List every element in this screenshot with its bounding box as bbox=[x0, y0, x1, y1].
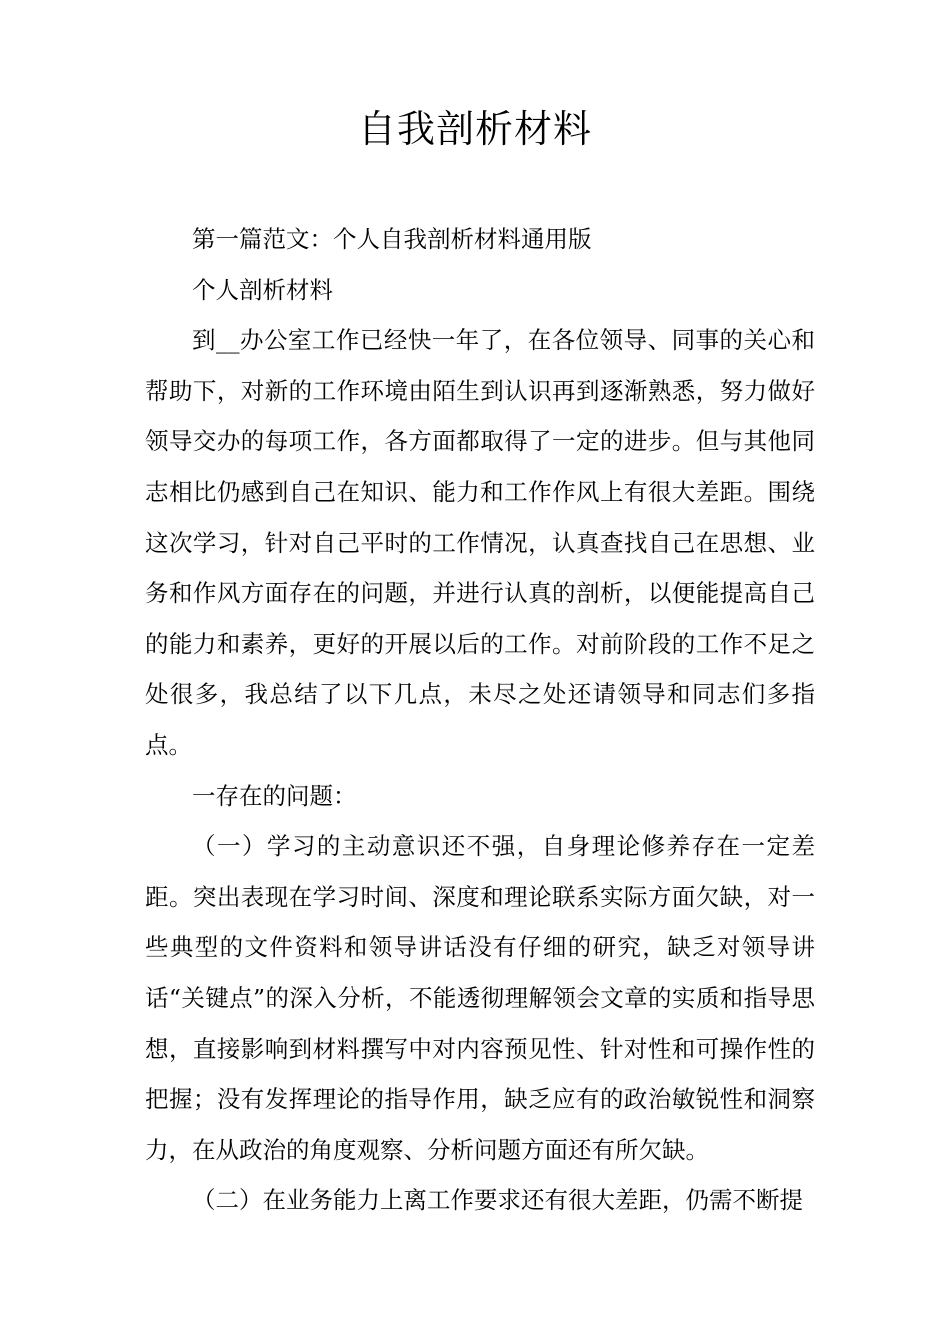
paragraph-section-heading: 一存在的问题： bbox=[192, 781, 357, 810]
document-body bbox=[145, 214, 815, 1226]
paragraph-intro: 到__办公室工作已经快一年了，在各位领导、同事的关心和帮助下，对新的工作环境由陌生到认识再到逐渐熟悉，努力做好领导交办的每项工作，各方面都取得了一定的进步。但与其他同志相比仍感到自己在知识、能力和工作作风上有很大差距。围绕这次学习，针对自己平时的工作情况，认真查找自己在思想、业务和作风方面存在的问题，并进行认真的剖析，以便能提高自己的能力和素养，更好的开展以后的工作。对前阶段的工作不足之处很多，我总结了以下几点，未尽之处还请领导和同志们多指点。 bbox=[145, 326, 815, 759]
paragraph-subtitle: 个人剖析材料 bbox=[192, 275, 333, 304]
document-title: 自我剖析材料 bbox=[357, 107, 592, 151]
paragraph-sample-heading: 第一篇范文：个人自我剖析材料通用版 bbox=[192, 225, 592, 253]
paragraph-item-two: （二）在业务能力上离工作要求还有很大差距，仍需不断提 bbox=[192, 1186, 803, 1215]
paragraph-item-one: （一）学习的主动意识还不强，自身理论修养存在一定差距。突出表现在学习时间、深度和理论联系实际方面欠缺，对一些典型的文件资料和领导讲话没有仔细的研究，缺乏对领导讲话“关键点”的深入分析，不能透彻理解领会文章的实质和指导思想，直接影响到材料撰写中对内容预见性、针对性和可操作性的把握；没有发挥理论的指导作用，缺乏应有的政治敏锐性和洞察力，在从政治的角度观察、分析问题方面还有所欠缺。 bbox=[145, 832, 815, 1164]
